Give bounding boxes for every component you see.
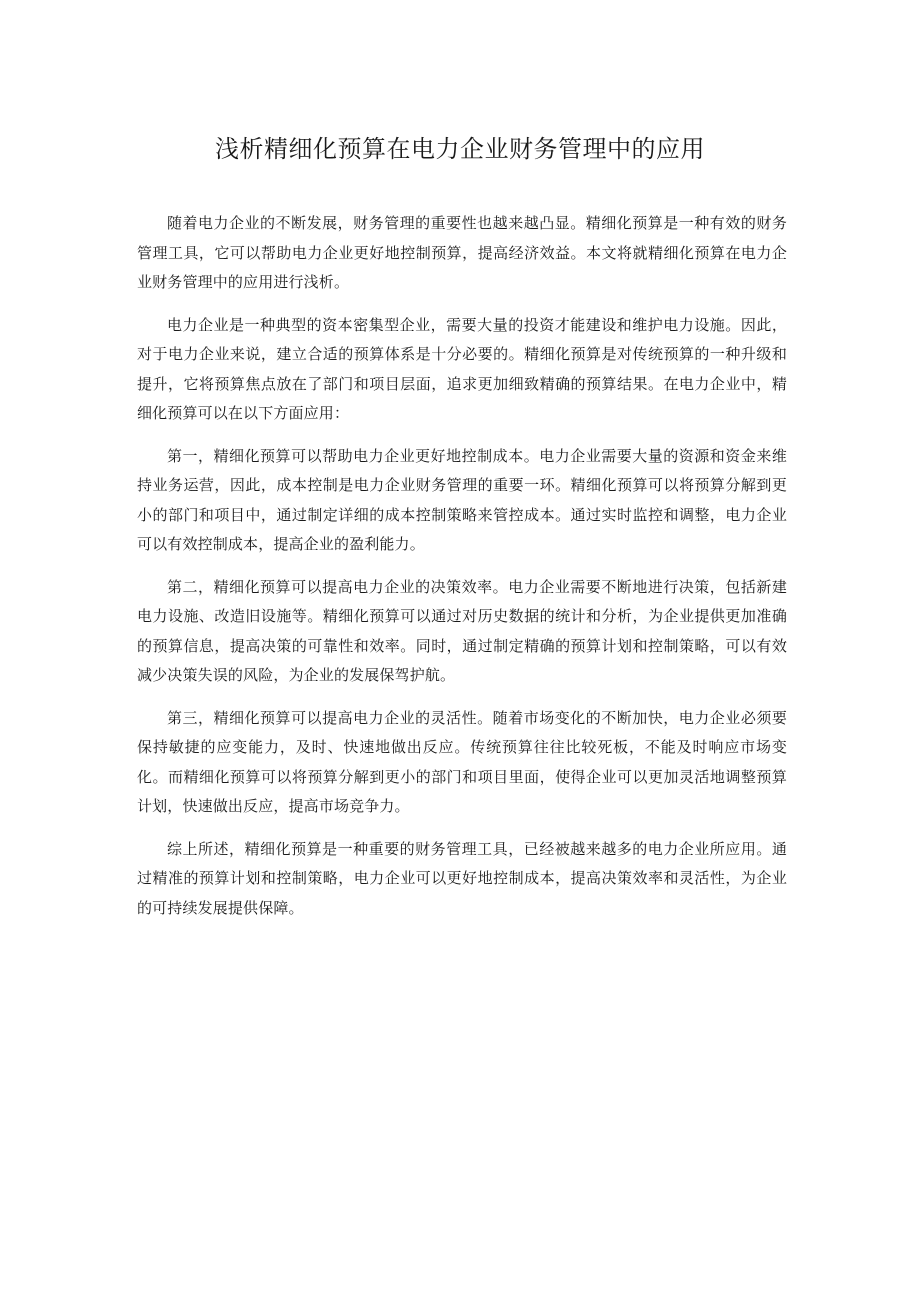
paragraph-third-point: 第三，精细化预算可以提高电力企业的灵活性。随着市场变化的不断加快，电力企业必须要保持敏捷的应变能力，及时、快速地做出反应。传统预算往往比较死板，不能及时响应市场变化。而精细化预算可以将预算分解到更小的部门和项目里面，使得企业可以更加灵活地调整预算计划，快速做出反应，提高市场竞争力。: [137, 708, 787, 815]
paragraph-first-point: 第一，精细化预算可以帮助电力企业更好地控制成本。电力企业需要大量的资源和资金来维持业务运营，因此，成本控制是电力企业财务管理的重要一环。精细化预算可以将预算分解到更小的部门和项目中，通过制定详细的成本控制策略来管控成本。通过实时监控和调整，电力企业可以有效控制成本，提高企业的盈利能力。: [137, 446, 787, 553]
document-title: 浅析精细化预算在电力企业财务管理中的应用: [215, 135, 705, 163]
paragraph-second-point: 第二，精细化预算可以提高电力企业的决策效率。电力企业需要不断地进行决策，包括新建电力设施、改造旧设施等。精细化预算可以通过对历史数据的统计和分析，为企业提供更加准确的预算信息，提高决策的可靠性和效率。同时，通过制定精确的预算计划和控制策略，可以有效减少决策失误的风险，为企业的发展保驾护航。: [137, 577, 787, 684]
paragraph-intro: 随着电力企业的不断发展，财务管理的重要性也越来越凸显。精细化预算是一种有效的财务管理工具，它可以帮助电力企业更好地控制预算，提高经济效益。本文将就精细化预算在电力企业财务管理中的应用进行浅析。: [137, 214, 787, 291]
paragraph-conclusion: 综上所述，精细化预算是一种重要的财务管理工具，已经被越来越多的电力企业所应用。通过精准的预算计划和控制策略，电力企业可以更好地控制成本，提高决策效率和灵活性，为企业的可持续发展提供保障。: [137, 839, 787, 917]
document-body: [137, 209, 787, 936]
paragraph-background: 电力企业是一种典型的资本密集型企业，需要大量的投资才能建设和维护电力设施。因此，对于电力企业来说，建立合适的预算体系是十分必要的。精细化预算是对传统预算的一种升级和提升，它将预算焦点放在了部门和项目层面，追求更加细致精确的预算结果。在电力企业中，精细化预算可以在以下方面应用：: [137, 315, 787, 422]
